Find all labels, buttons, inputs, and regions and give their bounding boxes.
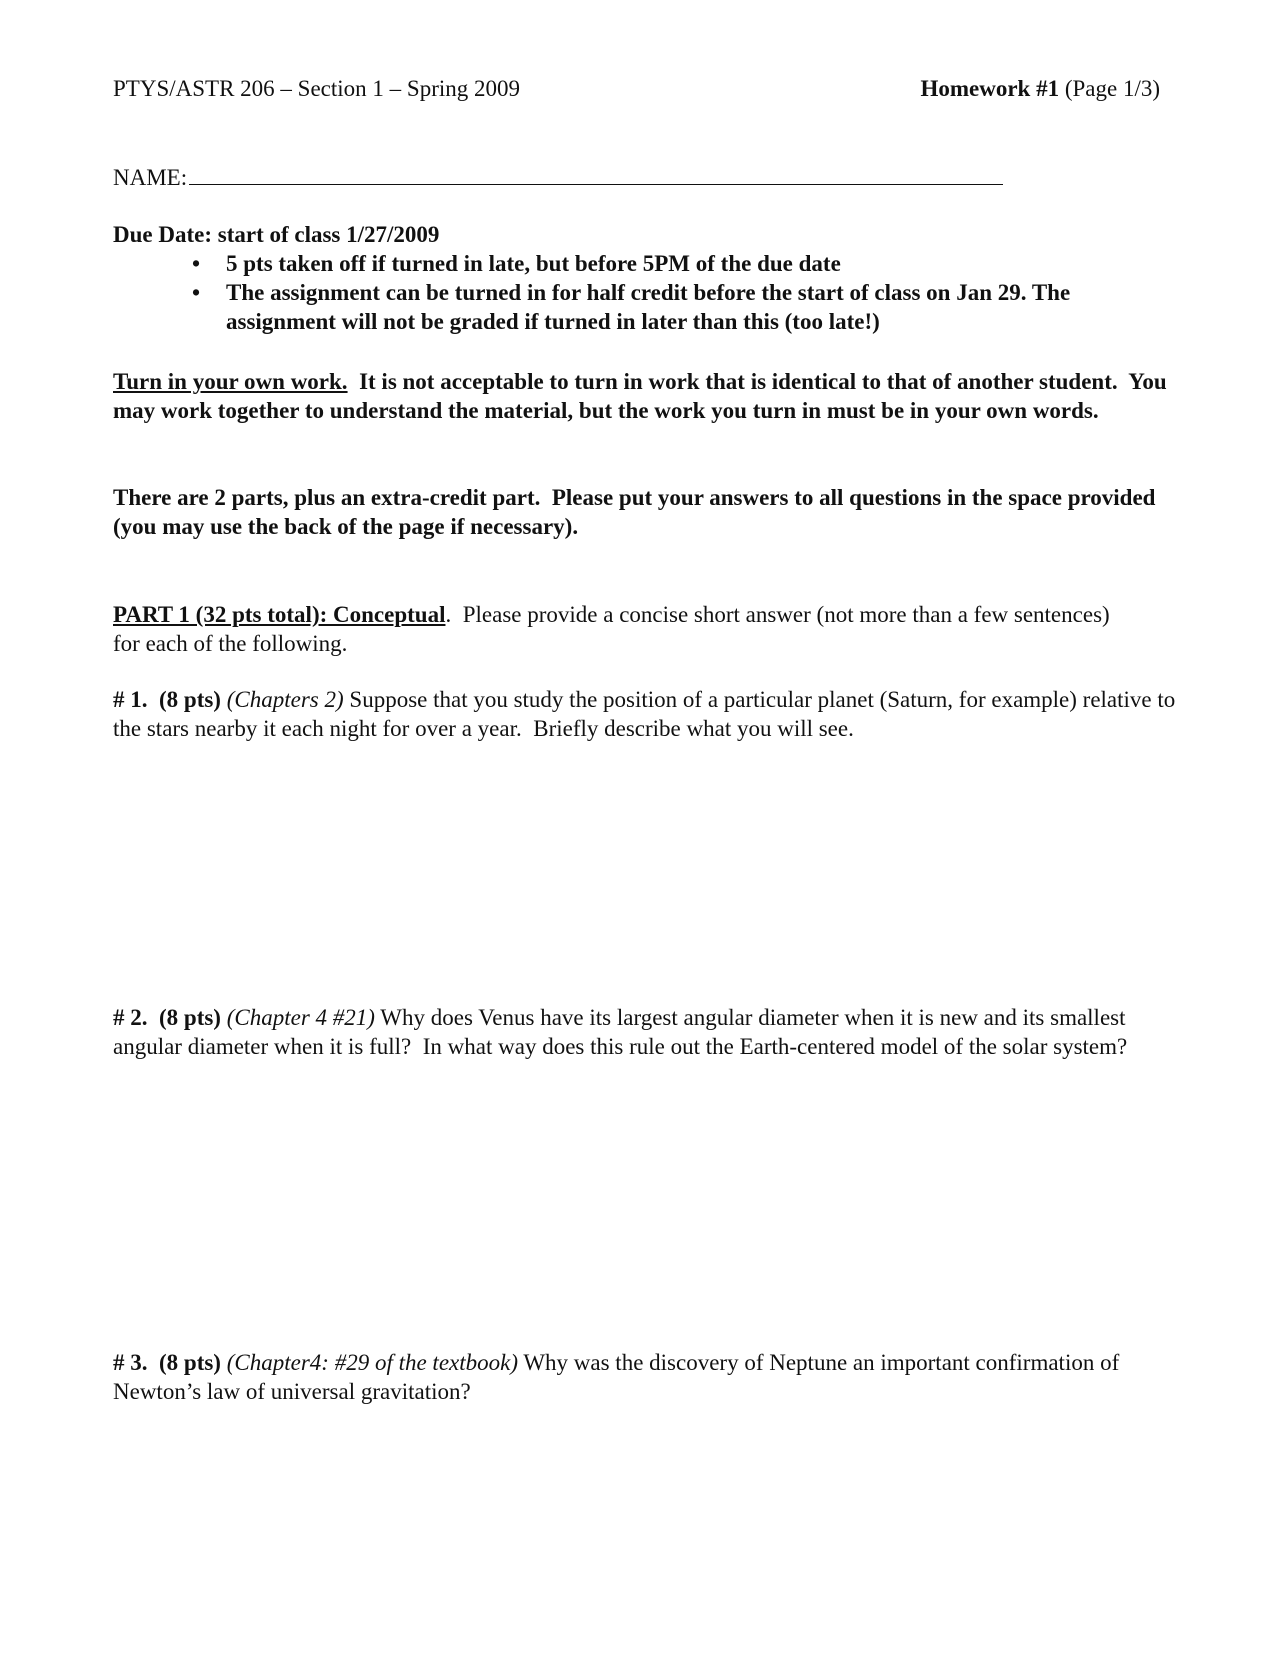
bullet-icon: • [192,280,201,305]
name-blank-line [189,164,1003,185]
question-3 [113,1348,1173,1406]
own-work-heading: Turn in your own work. [113,369,348,394]
parts-note: There are 2 parts, plus an extra-credit part. Please put your answers to all questions in the space provided (you may use the back of the page if necessary). [113,485,1162,539]
own-work-paragraph [113,367,1173,425]
question-2 [113,1003,1178,1061]
late-policy-item: 5 pts taken off if turned in late, but before 5PM of the due date [226,251,841,276]
homework-label: Homework #1 [920,76,1060,101]
name-field [113,163,1173,192]
part1-heading: PART 1 (32 pts total): Conceptual [113,602,446,627]
course-title: PTYS/ASTR 206 – Section 1 – Spring 2009 [113,76,521,101]
page-label: (Page 1/3) [1064,76,1160,101]
question-text: Why was the discovery of Neptune an important confirmation of Newton’s law of universal gravitation? [113,1350,1125,1404]
question-source: (Chapter 4 #21) [226,1005,375,1030]
part1-text: . Please provide a concise short answer (not more than a few sentences) for each of the following. [113,602,1116,656]
list-item [192,278,1164,336]
question-1 [113,685,1182,743]
own-work-text: It is not acceptable to turn in work that is identical to that of another student. You may work together to understand the material, but the work you turn in must be in your own words. [113,369,1173,423]
name-label: NAME: [113,165,188,190]
part1-intro [113,600,1133,658]
question-number: # 3. (8 pts) [113,1350,221,1375]
late-policy-list [113,249,1173,336]
question-number: # 1. (8 pts) [113,687,221,712]
question-number: # 2. (8 pts) [113,1005,221,1030]
question-text: Suppose that you study the position of a particular planet (Saturn, for example) relative to the stars nearby it each night for over a year. Briefly describe what you will see. [113,687,1182,741]
question-source: (Chapters 2) [226,687,344,712]
list-item [192,249,1164,278]
bullet-icon: • [192,251,201,276]
late-policy-item: The assignment can be turned in for half credit before the start of class on Jan 29. The assignment will not be graded if turned in later than this (too late!) [226,280,1071,334]
due-date-title: Due Date: start of class 1/27/2009 [113,222,440,247]
due-date-section [113,220,1173,336]
page-header [113,74,1160,104]
question-source: (Chapter4: #29 of the textbook) [226,1350,518,1375]
homework-title [920,74,1160,103]
question-text: Why does Venus have its largest angular diameter when it is new and its smallest angular diameter when it is full? In what way does this rule out the Earth-centered model of the solar system? [113,1005,1132,1059]
